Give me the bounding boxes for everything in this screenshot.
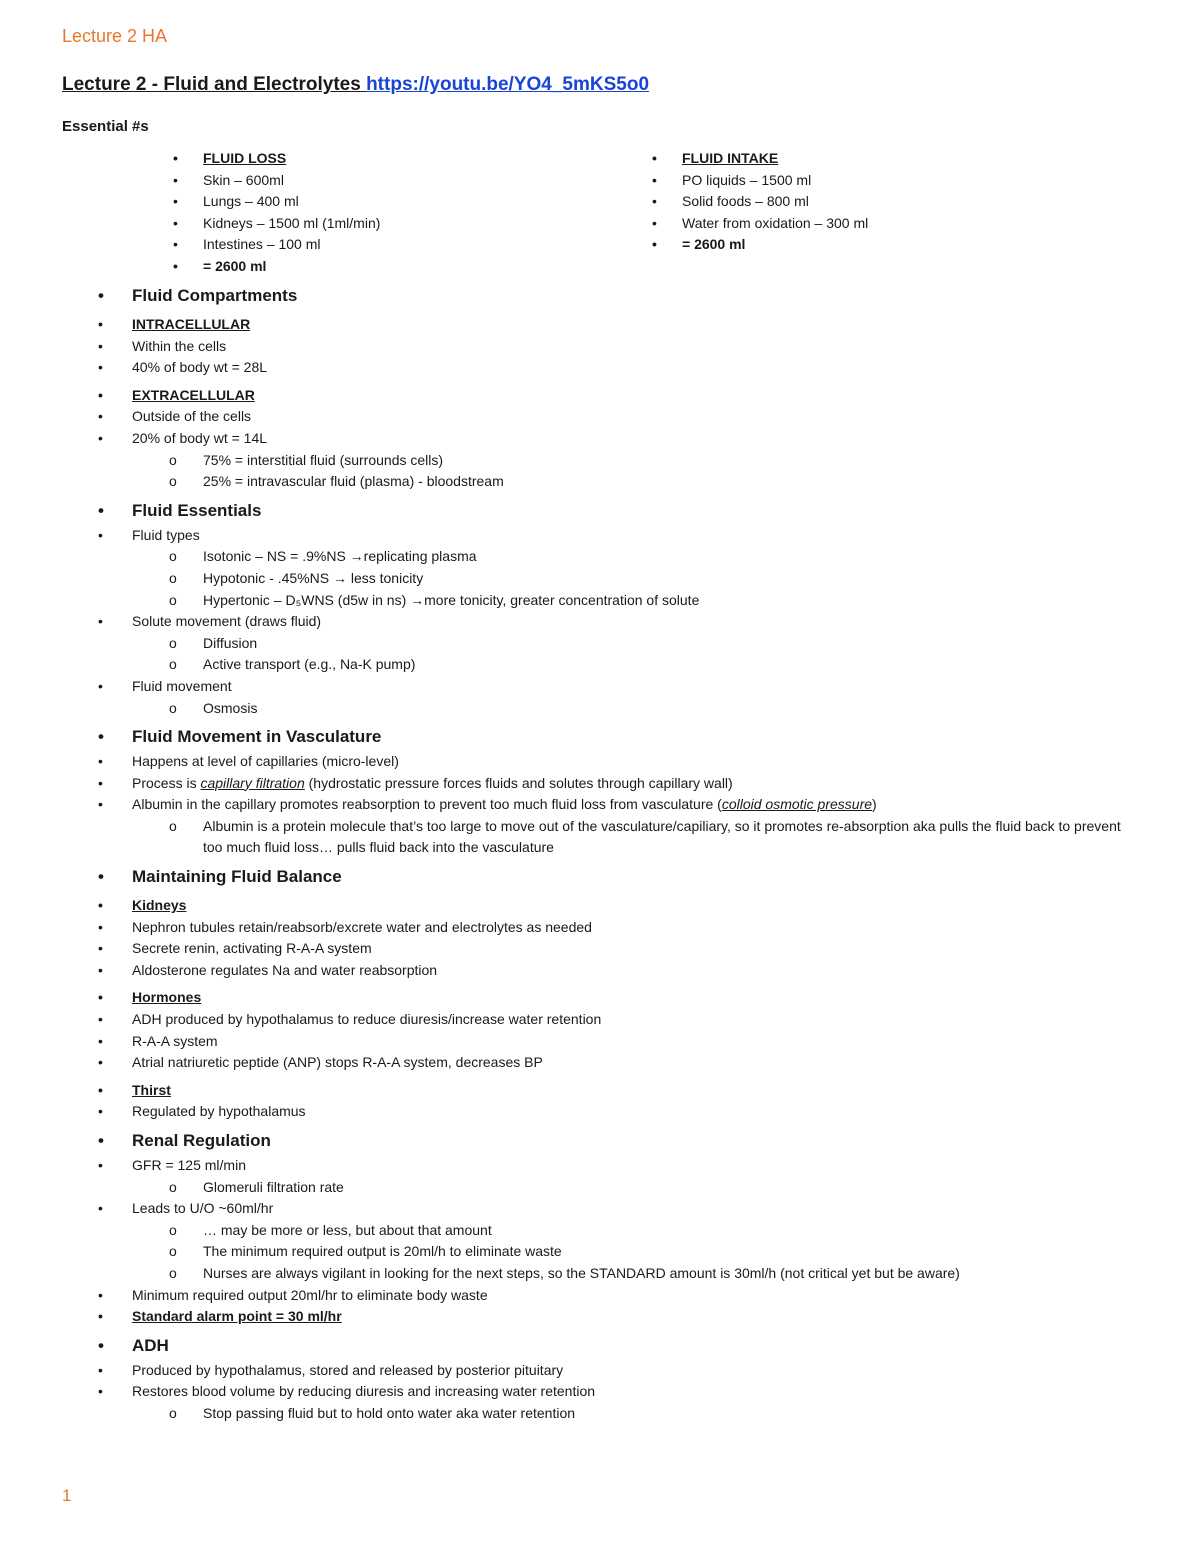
fluid-loss-total: • = 2600 ml bbox=[173, 256, 380, 278]
list-item: • R-A-A system bbox=[98, 1031, 1138, 1053]
sub-list-item: o Active transport (e.g., Na-K pump) bbox=[169, 654, 1138, 676]
section-heading-renal: • Renal Regulation bbox=[98, 1129, 1138, 1153]
list-item: • Solute movement (draws fluid) bbox=[98, 611, 1138, 633]
sub-list-item: o … may be more or less, but about that amount bbox=[169, 1220, 1138, 1242]
subheading-extracellular: • EXTRACELLULAR bbox=[98, 385, 1138, 407]
sub-list-item: o Isotonic – NS = .9%NS →replicating plasma bbox=[169, 546, 1138, 568]
document-title bbox=[62, 74, 649, 96]
term-colloid-osmotic-pressure: colloid osmotic pressure bbox=[721, 796, 873, 813]
list-item bbox=[98, 794, 1138, 816]
list-item: • GFR = 125 ml/min bbox=[98, 1155, 1138, 1177]
list-item: • Within the cells bbox=[98, 336, 1138, 358]
list-item bbox=[98, 773, 1138, 795]
sub-list-item: o Diffusion bbox=[169, 633, 1138, 655]
fluid-loss-heading: • FLUID LOSS bbox=[173, 148, 380, 170]
fluid-intake-total: • = 2600 ml bbox=[652, 234, 868, 256]
notes-body bbox=[98, 284, 1138, 1425]
text-span: Albumin in the capillary promotes reabsorption to prevent too much fluid loss from vasculature ( bbox=[132, 796, 722, 813]
list-item: • Atrial natriuretic peptide (ANP) stops R-A-A system, decreases BP bbox=[98, 1052, 1138, 1074]
page-header: Lecture 2 HA bbox=[62, 26, 168, 46]
list-item: • Minimum required output 20ml/hr to eliminate body waste bbox=[98, 1285, 1138, 1307]
section-heading-compartments: • Fluid Compartments bbox=[98, 284, 1138, 308]
list-item: • Water from oxidation – 300 ml bbox=[652, 213, 868, 235]
list-item: • Solid foods – 800 ml bbox=[652, 191, 868, 213]
fluid-loss-list bbox=[173, 148, 380, 278]
list-item: • Intestines – 100 ml bbox=[173, 234, 380, 256]
fluid-intake-list bbox=[652, 148, 868, 256]
section-heading-balance: • Maintaining Fluid Balance bbox=[98, 865, 1138, 889]
subheading-intracellular: • INTRACELLULAR bbox=[98, 314, 1138, 336]
sub-list-item: o Osmosis bbox=[169, 698, 1138, 720]
sub-list-item: o Stop passing fluid but to hold onto water aka water retention bbox=[169, 1403, 1138, 1425]
list-item: • Fluid types bbox=[98, 525, 1138, 547]
list-item: • Outside of the cells bbox=[98, 406, 1138, 428]
section-heading-vasculature: • Fluid Movement in Vasculature bbox=[98, 725, 1138, 749]
list-item: • Aldosterone regulates Na and water reabsorption bbox=[98, 960, 1138, 982]
list-item-alarm-point: • Standard alarm point = 30 ml/hr bbox=[98, 1306, 1138, 1328]
sub-list-item: o Hypotonic - .45%NS → less tonicity bbox=[169, 568, 1138, 590]
subheading-kidneys: • Kidneys bbox=[98, 895, 1138, 917]
sub-list-item: o 25% = intravascular fluid (plasma) - bloodstream bbox=[169, 471, 1138, 493]
list-item: • ADH produced by hypothalamus to reduce diuresis/increase water retention bbox=[98, 1009, 1138, 1031]
subheading-thirst: • Thirst bbox=[98, 1080, 1138, 1102]
title-text: Lecture 2 - Fluid and Electrolytes bbox=[62, 74, 361, 95]
text-span: (hydrostatic pressure forces fluids and solutes through capillary wall) bbox=[304, 774, 733, 791]
list-item: • Restores blood volume by reducing diuresis and increasing water retention bbox=[98, 1381, 1138, 1403]
page-number: 1 bbox=[62, 1486, 72, 1505]
term-capillary-filtration: capillary filtration bbox=[200, 774, 305, 791]
section-heading-adh: • ADH bbox=[98, 1334, 1138, 1358]
sub-list-item: o 75% = interstitial fluid (surrounds cells) bbox=[169, 450, 1138, 472]
list-item: • Secrete renin, activating R-A-A system bbox=[98, 938, 1138, 960]
list-item: • Regulated by hypothalamus bbox=[98, 1101, 1138, 1123]
sub-list-item: o Albumin is a protein molecule that’s too large to move out of the vasculature/capiliary, so it promotes re-absorption aka pulls the fluid back to prevent too much fluid loss… pulls fluid back into the vasculature bbox=[169, 816, 1138, 859]
text-span: ) bbox=[872, 796, 877, 813]
list-item: • Produced by hypothalamus, stored and released by posterior pituitary bbox=[98, 1360, 1138, 1382]
subheading-hormones: • Hormones bbox=[98, 987, 1138, 1009]
list-item: • Kidneys – 1500 ml (1ml/min) bbox=[173, 213, 380, 235]
section-heading-essentials: • Fluid Essentials bbox=[98, 499, 1138, 523]
text-span: Process is bbox=[132, 774, 201, 791]
list-item: • 20% of body wt = 14L bbox=[98, 428, 1138, 450]
essential-label: Essential #s bbox=[62, 118, 149, 135]
sub-list-item: o Glomeruli filtration rate bbox=[169, 1177, 1138, 1199]
sub-list-item: o Hypertonic – D₅WNS (d5w in ns) →more tonicity, greater concentration of solute bbox=[169, 590, 1138, 612]
list-item: • PO liquids – 1500 ml bbox=[652, 170, 868, 192]
list-item: • Lungs – 400 ml bbox=[173, 191, 380, 213]
list-item: • Leads to U/O ~60ml/hr bbox=[98, 1198, 1138, 1220]
sub-list-item: o The minimum required output is 20ml/h to eliminate waste bbox=[169, 1241, 1138, 1263]
list-item: • Nephron tubules retain/reabsorb/excrete water and electrolytes as needed bbox=[98, 917, 1138, 939]
list-item: • Skin – 600ml bbox=[173, 170, 380, 192]
list-item: • 40% of body wt = 28L bbox=[98, 357, 1138, 379]
list-item: • Happens at level of capillaries (micro-level) bbox=[98, 751, 1138, 773]
sub-list-item: o Nurses are always vigilant in looking for the next steps, so the STANDARD amount is 30ml/h (not critical yet but be aware) bbox=[169, 1263, 1138, 1285]
youtube-link[interactable]: https://youtu.be/YO4_5mKS5o0 bbox=[366, 74, 650, 95]
list-item: • Fluid movement bbox=[98, 676, 1138, 698]
fluid-intake-heading: • FLUID INTAKE bbox=[652, 148, 868, 170]
